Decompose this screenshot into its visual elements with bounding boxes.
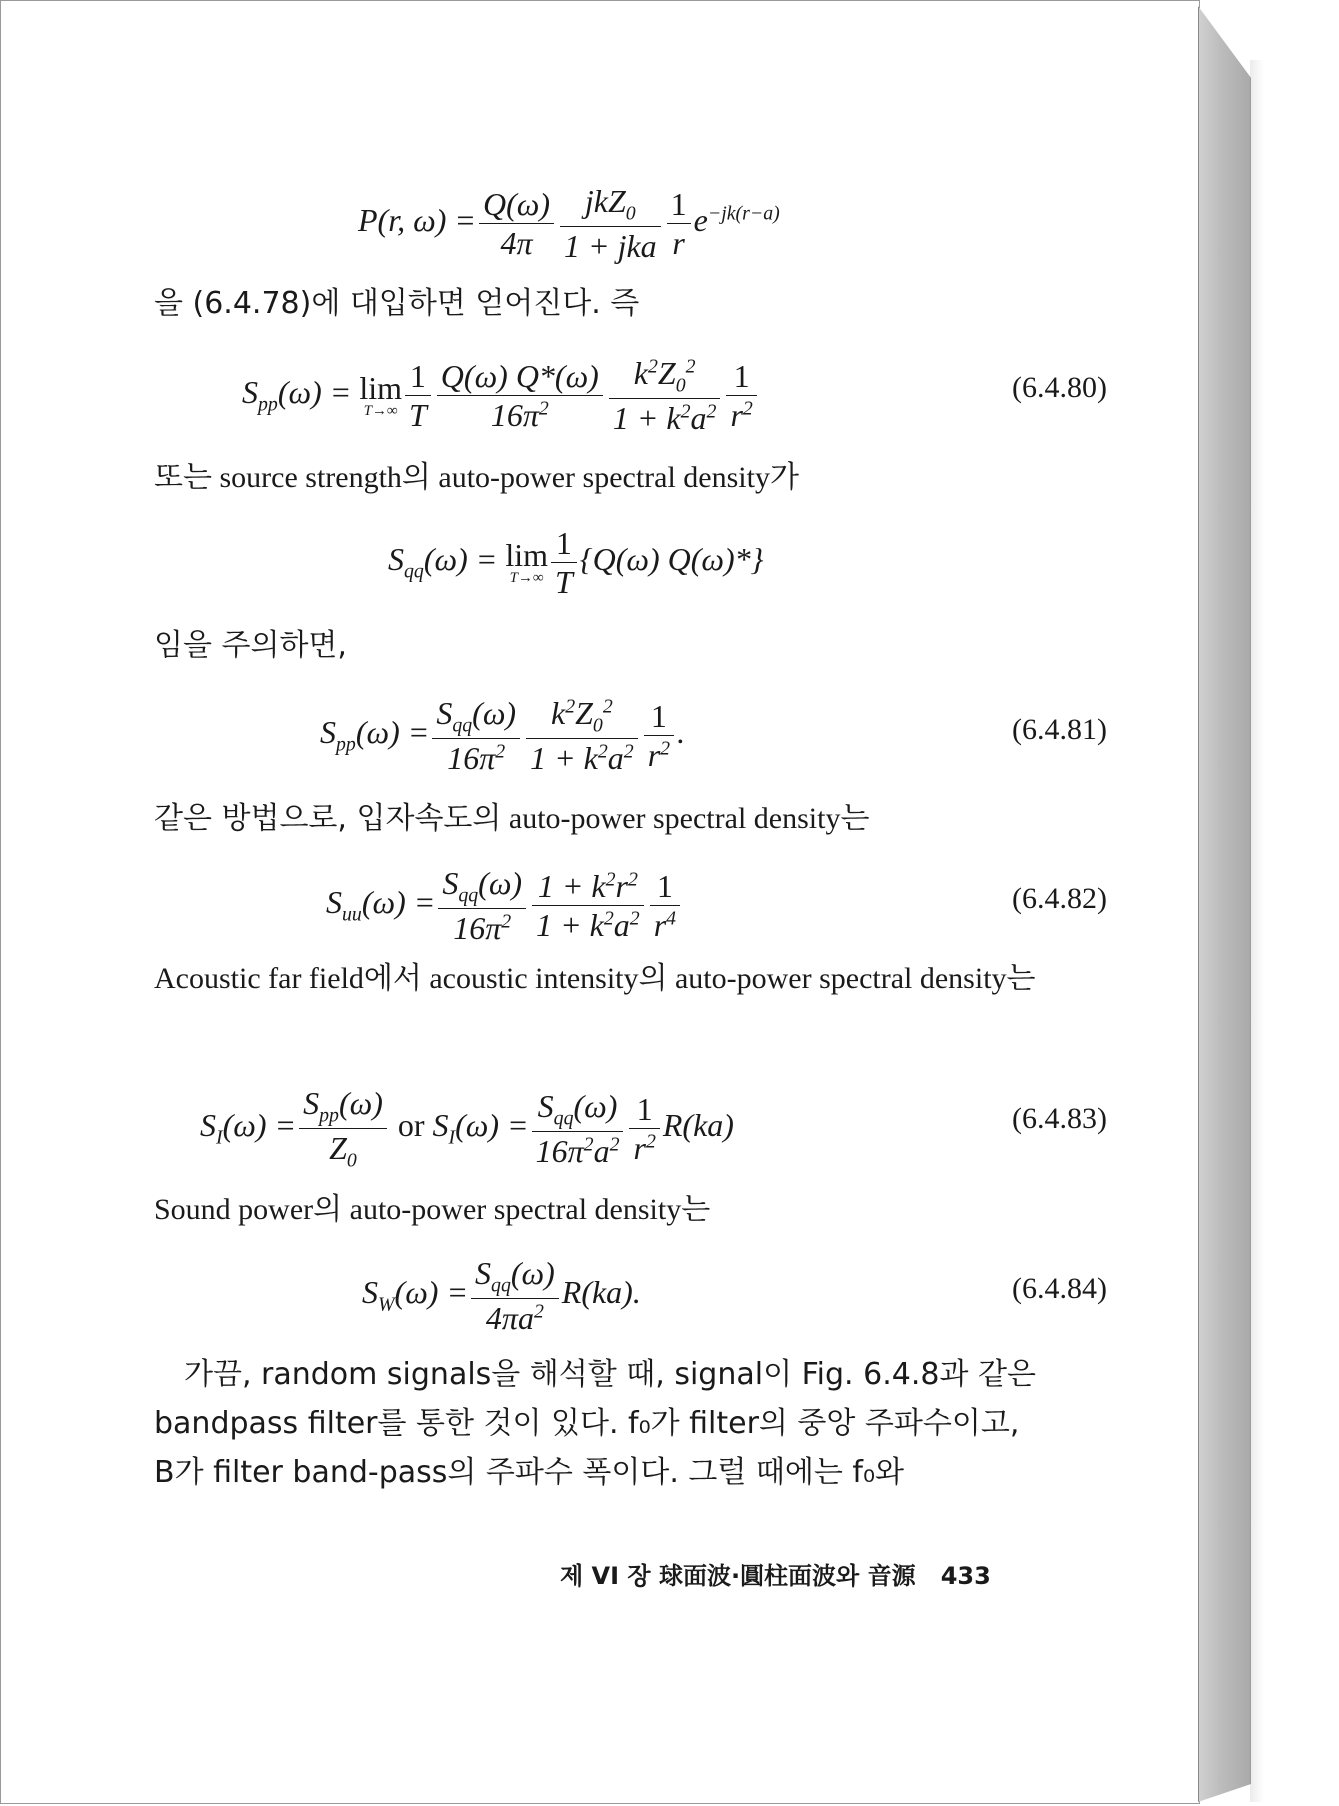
text-line-4	[154, 793, 869, 837]
text-line-2-lat2: auto-power spectral density	[430, 461, 770, 494]
text-line-2-ko3: 가	[769, 460, 799, 495]
text-line-2-ko2: 의	[401, 460, 431, 495]
page-shadow	[1250, 60, 1264, 1802]
equation-sw: $S_W(\omega)$ = $\frac{S_{qq}(\omega)}{4\pi a^2}$ R(ka).	[362, 1255, 641, 1337]
text-line-2-lat: source strength	[211, 461, 402, 494]
page-edge	[1198, 6, 1251, 1802]
text-line-6: Sound power의 auto-power spectral density는	[154, 1193, 711, 1226]
equation-spp: $S_{pp}(\omega)$ = lim T→∞ $\frac{1}{T}$ $\frac{Q(\omega) Q*(\omega)}{16\pi^2}$ $\frac{k^2Z_0^2}{1 + k^2a^2}$ $\frac{1}{r^2}$	[242, 354, 760, 438]
page-number: 433	[940, 1562, 991, 1590]
text-line-1: 을 (6.4.78)에 대입하면 얻어진다. 즉	[154, 286, 640, 321]
page-footer	[560, 1556, 991, 1591]
text-line-5: Acoustic far field에서 acoustic intensity의 auto-power spectral density는	[154, 962, 1036, 995]
text-line-2-ko1: 또는	[154, 460, 212, 495]
paragraph-last: 가끔, random signals을 해석할 때, signal이 Fig. 6.4.8과 같은 bandpass filter를 통한 것이 있다. f₀가 filter의 중앙 주파수이고, B가 filter band-pass의 주파수 폭이다. 그럴 때에는 f₀와	[154, 1357, 1036, 1490]
equation-pressure: P(r, ω) = $\frac{Q(\omega)}{4\pi}$ $\frac{jkZ_0}{\text{1 + jka}}$ $\frac{1}{r}$ $e^{-jk(r-a)}$	[358, 183, 780, 265]
text-line-2	[154, 452, 799, 496]
equation-suu: $S_{uu}(\omega)$ = $\frac{S_{qq}(\omega)}{16\pi^2}$ $\frac{1 + k^2r^2}{1 + k^2a^2}$ $\frac{1}{r^4}$	[326, 864, 683, 948]
equation-number-80: (6.4.80)	[1012, 371, 1107, 404]
equation-number-82: (6.4.82)	[1012, 882, 1107, 915]
equation-si: $S_I(\omega)$ = $\frac{S_{pp}(\omega)}{Z_0}$ or $S_I(\omega)$ = $\frac{S_{qq}(\omega)}{16\pi^2a^2}$ $\frac{1}{r^2}$ R(ka)	[200, 1085, 734, 1172]
equation-number-83: (6.4.83)	[1012, 1102, 1107, 1135]
equation-number-81: (6.4.81)	[1012, 713, 1107, 746]
text-line-3: 임을 주의하면,	[154, 628, 347, 663]
text-line-4-lat: auto-power spectral density	[501, 802, 841, 835]
text-line-4-ko: 같은 방법으로, 입자속도의	[154, 801, 502, 836]
footer-chapter: 제 VI 장 球面波·圓柱面波와 音源	[560, 1562, 916, 1590]
text-line-4-ko2: 는	[840, 801, 870, 836]
equation-spp-sqq: $S_{pp}(\omega)$ = $\frac{S_{qq}(\omega)}{16\pi^2}$ $\frac{k^2Z_0^2}{1 + k^2a^2}$ $\frac{1}{r^2}$ .	[320, 695, 686, 777]
equation-number-84: (6.4.84)	[1012, 1272, 1107, 1305]
equation-sqq: $S_{qq}(\omega)$ = lim T→∞ $\frac{1}{T}$ {Q(ω) Q(ω)*}	[388, 525, 764, 601]
